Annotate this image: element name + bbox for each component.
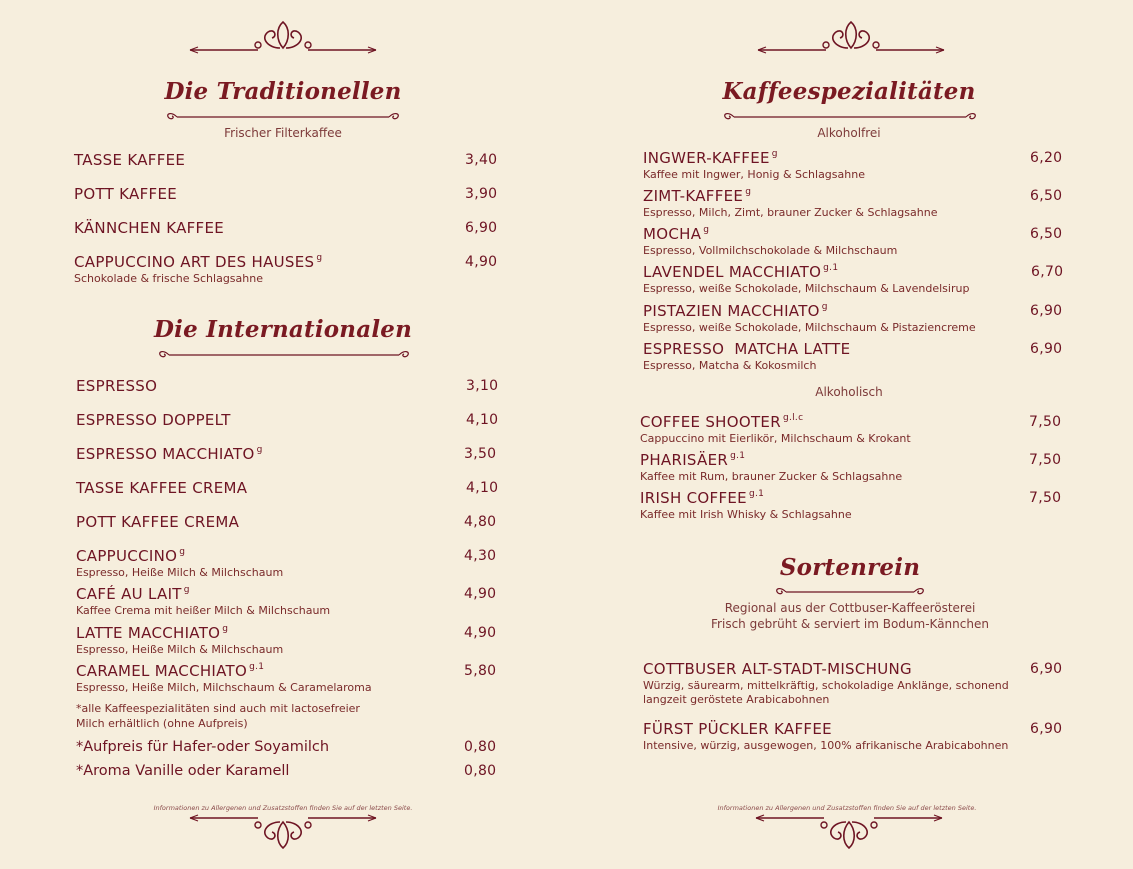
item-name: PHARISÄER $^{g.1}$ xyxy=(640,451,746,469)
item-description: Espresso, weiße Schokolade, Milchschaum & Pistaziencreme xyxy=(643,321,976,334)
item-price: 6,50 xyxy=(1030,188,1063,204)
allergen-footnote-left: Informationen zu Allergenen und Zusatzstoffen finden Sie auf der letzten Seite. xyxy=(153,804,413,812)
item-price: 4,90 xyxy=(464,586,497,602)
item-description: Kaffee mit Irish Whisky & Schlagsahne xyxy=(640,508,852,521)
item-name: KÄNNCHEN KAFFEE xyxy=(74,219,225,237)
item-price: 7,50 xyxy=(1029,414,1062,430)
item-name: ESPRESSO DOPPELT xyxy=(76,411,231,429)
item-description xyxy=(643,679,1009,707)
lactose-note xyxy=(76,701,360,731)
menu-item-fuerst-pueckler xyxy=(643,720,1008,753)
menu-item-espresso-doppelt xyxy=(76,411,231,429)
item-price: 3,50 xyxy=(464,446,497,462)
menu-item-irish-coffee xyxy=(640,489,852,522)
item-description: Espresso, Heiße Milch & Milchschaum xyxy=(76,566,284,579)
menu-item-tasse-kaffee xyxy=(74,151,185,169)
section-title-specialties: Kaffeespezialitäten xyxy=(722,78,976,105)
item-price: 4,90 xyxy=(465,254,498,270)
menu-item-pott-kaffee xyxy=(74,185,177,203)
menu-item-tasse-kaffee-crema xyxy=(76,479,247,497)
menu-item-pharisaeer xyxy=(640,451,902,484)
item-price: 6,90 xyxy=(465,220,498,236)
menu-item-zimt-kaffee xyxy=(643,187,937,220)
item-name: ZIMT-KAFFEE $^g$ xyxy=(643,187,752,205)
menu-item-cafe-au-lait xyxy=(76,585,330,618)
menu-item-latte-macchiato xyxy=(76,624,283,657)
item-price: 6,50 xyxy=(1030,226,1063,242)
item-name: CARAMEL MACCHIATO $^{g.1}$ xyxy=(76,662,265,680)
item-name: CAPPUCCINO ART DES HAUSES $^g$ xyxy=(74,253,323,271)
item-description: Kaffee mit Ingwer, Honig & Schlagsahne xyxy=(643,168,865,181)
item-price: 6,90 xyxy=(1030,721,1063,737)
item-name: POTT KAFFEE CREMA xyxy=(76,513,240,531)
item-description: Kaffee Crema mit heißer Milch & Milchschaum xyxy=(76,604,331,617)
left-page xyxy=(0,0,566,869)
menu-item-lavendel-macchiato xyxy=(643,263,969,296)
allergen-mark: g xyxy=(703,225,710,235)
menu-item-cappuccino-art xyxy=(74,253,322,286)
item-description: Cappuccino mit Eierlikör, Milchschaum & Krokant xyxy=(640,432,911,445)
top-ornament-left xyxy=(188,18,378,54)
bottom-ornament-right xyxy=(754,812,944,852)
section-title-international: Die Internationalen xyxy=(153,316,413,343)
lactose-note-line: Milch erhältlich (ohne Aufpreis) xyxy=(76,717,248,730)
lactose-note-line: *alle Kaffeespezialitäten sind auch mit lactosefreier xyxy=(76,702,360,715)
item-price: 3,10 xyxy=(466,378,499,394)
allergen-mark: g xyxy=(183,585,190,595)
allergen-mark: g xyxy=(771,149,778,159)
subtitle-alkoholfrei: Alkoholfrei xyxy=(817,126,881,140)
item-price: 6,70 xyxy=(1031,264,1064,280)
menu-item-kaennchen-kaffee xyxy=(74,219,224,237)
item-price: 4,80 xyxy=(464,514,497,530)
subtitle-regional: Regional aus der Cottbuser-Kaffeerösterei xyxy=(724,601,976,615)
item-description: Intensive, würzig, ausgewogen, 100% afrikanische Arabicabohnen xyxy=(643,739,1009,752)
item-price: 0,80 xyxy=(464,739,497,755)
item-name: COTTBUSER ALT-STADT-MISCHUNG xyxy=(643,660,912,678)
item-price: 5,80 xyxy=(464,663,497,679)
subtitle-alkoholisch: Alkoholisch xyxy=(815,385,883,399)
extra-aroma: *Aroma Vanille oder Karamell xyxy=(76,763,290,779)
item-name: FÜRST PÜCKLER KAFFEE xyxy=(643,720,832,738)
right-page xyxy=(566,0,1133,869)
menu-item-pott-kaffee-crema xyxy=(76,513,239,531)
item-price: 6,20 xyxy=(1030,150,1063,166)
item-description-line: langzeit geröstete Arabicabohnen xyxy=(643,693,830,706)
allergen-mark: g xyxy=(821,302,828,312)
item-description: Schokolade & frische Schlagsahne xyxy=(74,272,263,285)
item-name: TASSE KAFFEE CREMA xyxy=(76,479,248,497)
item-name: IRISH COFFEE $^{g.1}$ xyxy=(640,489,765,507)
item-name: INGWER-KAFFEE $^g$ xyxy=(643,149,778,167)
item-price: 4,90 xyxy=(464,625,497,641)
item-description: Espresso, Heiße Milch, Milchschaum & Caramelaroma xyxy=(76,681,372,694)
item-description: Kaffee mit Rum, brauner Zucker & Schlagsahne xyxy=(640,470,903,483)
item-name: TASSE KAFFEE xyxy=(74,151,186,169)
menu-item-coffee-shooter xyxy=(640,413,911,446)
allergen-footnote-right: Informationen zu Allergenen und Zusatzstoffen finden Sie auf der letzten Seite. xyxy=(717,804,977,812)
menu-item-espresso-matcha-latte xyxy=(643,340,850,373)
title-divider-international xyxy=(155,348,413,362)
item-name: PISTAZIEN MACCHIATO $^g$ xyxy=(643,302,828,320)
item-price: 4,30 xyxy=(464,548,497,564)
title-divider-traditional xyxy=(163,110,403,124)
item-name: CAPPUCCINO $^g$ xyxy=(76,547,186,565)
allergen-mark: g.1 xyxy=(748,489,765,499)
menu-item-mocha xyxy=(643,225,897,258)
menu-item-pistazien-macchiato xyxy=(643,302,976,335)
bottom-ornament-left xyxy=(188,812,378,852)
item-price: 4,10 xyxy=(466,480,499,496)
allergen-mark: g.1 xyxy=(730,451,746,461)
allergen-mark: g xyxy=(256,445,263,455)
item-name: LAVENDEL MACCHIATO $^{g.1}$ xyxy=(643,263,839,281)
title-divider-sortenrein xyxy=(772,585,928,599)
item-description: Espresso, weiße Schokolade, Milchschaum & Lavendelsirup xyxy=(643,282,970,295)
item-description: Espresso, Vollmilchschokolade & Milchschaum xyxy=(643,244,898,257)
menu-item-espresso xyxy=(76,377,157,395)
item-name: ESPRESSO MACCHIATO $^g$ xyxy=(76,445,263,463)
allergen-mark: g.l.c xyxy=(782,413,804,423)
item-price: 3,40 xyxy=(465,152,498,168)
allergen-mark: g.1 xyxy=(823,263,839,273)
menu-item-ingwer-kaffee xyxy=(643,149,865,182)
item-price: 3,90 xyxy=(465,186,498,202)
allergen-mark: g xyxy=(222,624,229,634)
item-price: 6,90 xyxy=(1030,341,1063,357)
menu-item-espresso-macchiato xyxy=(76,445,263,463)
item-name: LATTE MACCHIATO $^g$ xyxy=(76,624,229,642)
item-description: Espresso, Milch, Zimt, brauner Zucker & Schlagsahne xyxy=(643,206,938,219)
item-price: 4,10 xyxy=(466,412,499,428)
item-price: 7,50 xyxy=(1029,452,1062,468)
item-description-line: Würzig, säurearm, mittelkräftig, schokoladige Anklänge, schonend xyxy=(643,679,1009,692)
item-description: Espresso, Heiße Milch & Milchschaum xyxy=(76,643,284,656)
allergen-mark: g xyxy=(745,187,752,197)
top-ornament-right xyxy=(756,18,946,54)
subtitle-bodum: Frisch gebrüht & serviert im Bodum-Kännchen xyxy=(711,617,989,631)
item-price: 6,90 xyxy=(1030,661,1063,677)
allergen-mark: g xyxy=(179,547,186,557)
menu-item-caramel-macchiato xyxy=(76,662,372,695)
item-name: MOCHA $^g$ xyxy=(643,225,710,243)
item-name: ESPRESSO xyxy=(76,377,158,395)
item-price: 7,50 xyxy=(1029,490,1062,506)
allergen-mark: g xyxy=(316,253,323,263)
menu-item-cottbuser-mischung xyxy=(643,660,1009,707)
allergen-mark: g.1 xyxy=(249,662,265,672)
item-description: Espresso, Matcha & Kokosmilch xyxy=(643,359,817,372)
item-price: 0,80 xyxy=(464,763,497,779)
item-name: ESPRESSO MATCHA LATTE xyxy=(643,340,851,358)
subtitle-filterkaffee: Frischer Filterkaffee xyxy=(224,126,342,140)
menu-item-cappuccino xyxy=(76,547,283,580)
title-divider-specialties xyxy=(720,110,980,124)
item-name: POTT KAFFEE xyxy=(74,185,178,203)
item-price: 6,90 xyxy=(1030,303,1063,319)
item-name: CAFÉ AU LAIT $^g$ xyxy=(76,585,190,603)
section-title-sortenrein: Sortenrein xyxy=(779,554,921,581)
item-name: COFFEE SHOOTER $^{g.l.c}$ xyxy=(640,413,804,431)
section-title-traditional: Die Traditionellen xyxy=(164,78,402,105)
extra-oat-soy: *Aufpreis für Hafer-oder Soyamilch xyxy=(76,739,330,755)
